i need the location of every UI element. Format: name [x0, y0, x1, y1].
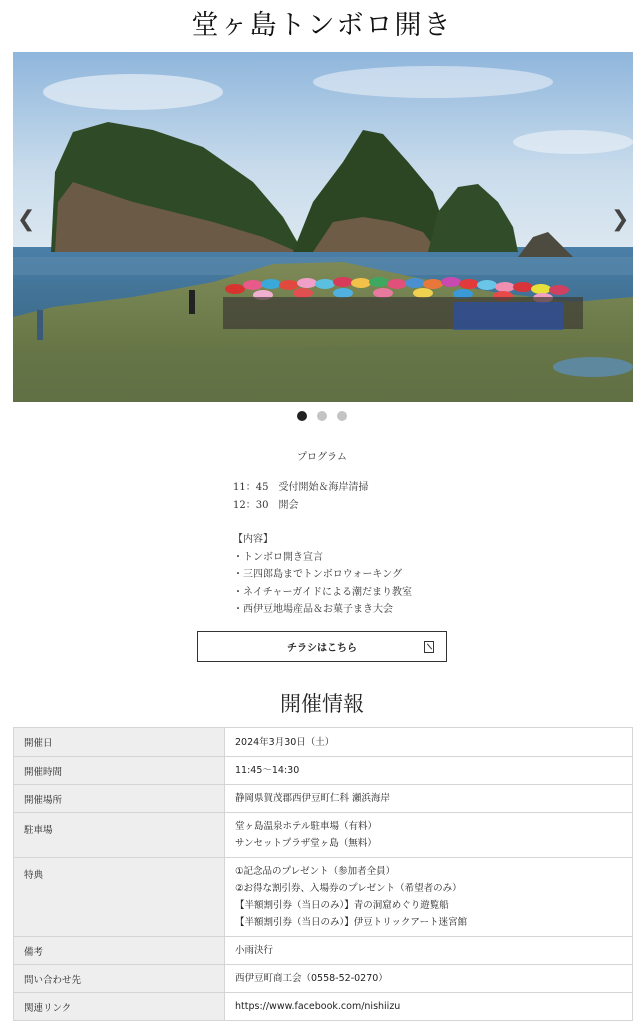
row-label: 備考 [14, 937, 225, 965]
value-line: 11:45〜14:30 [235, 765, 300, 776]
row-label: 関連リンク [14, 993, 225, 1021]
row-label: 開催日 [14, 728, 225, 757]
info-heading: 開催情報 [280, 692, 364, 716]
slider-dot[interactable] [337, 411, 347, 421]
program-schedule [233, 479, 368, 514]
table-row [14, 757, 633, 785]
slider-dot[interactable] [317, 411, 327, 421]
photo-slider[interactable] [13, 52, 633, 402]
schedule-item: 12：30 開会 [233, 499, 299, 511]
contents-item: ・三四郎島までトンボロウォーキング [233, 569, 403, 580]
value-line[interactable]: https://www.facebook.com/nishiizu [235, 1001, 401, 1012]
slider-dot[interactable] [297, 411, 307, 421]
slider-pagination [297, 411, 347, 423]
row-value [225, 858, 633, 937]
value-line: 2024年3月30日（土） [235, 736, 335, 748]
table-row [14, 858, 633, 937]
external-link-icon [424, 641, 434, 653]
chevron-left-icon[interactable]: ❮ [17, 207, 36, 232]
table-row [14, 728, 633, 757]
row-value [225, 757, 633, 785]
table-row [14, 813, 633, 858]
flyer-button-label: チラシはこちら [287, 643, 357, 654]
related-link[interactable] [225, 993, 633, 1021]
table-row [14, 965, 633, 993]
program-heading: プログラム [297, 452, 347, 463]
value-line: 堂ヶ島温泉ホテル駐車場（有料） [235, 821, 378, 832]
row-value [225, 937, 633, 965]
chevron-right-icon[interactable]: ❯ [611, 207, 630, 232]
value-line: サンセットプラザ堂ヶ島（無料） [235, 838, 377, 849]
value-line: ①記念品のプレゼント（参加者全員） [235, 866, 396, 877]
row-value [225, 965, 633, 993]
program-contents [233, 531, 412, 619]
row-value [225, 728, 633, 757]
value-line: 【半額割引券（当日のみ）】青の洞窟めぐり遊覧船 [235, 900, 449, 911]
contents-heading: 【内容】 [233, 534, 273, 545]
flyer-button[interactable] [197, 631, 447, 662]
value-line: ②お得な割引券、入場券のプレゼント（希望者のみ） [235, 883, 462, 894]
table-row [14, 785, 633, 813]
tombolo-photo [13, 52, 633, 402]
value-line: 【半額割引券（当日のみ）】伊豆トリックアート迷宮館 [235, 917, 468, 928]
row-value [225, 813, 633, 858]
row-label: 開催時間 [14, 757, 225, 785]
value-line: 静岡県賀茂郡西伊豆町仁科 瀬浜海岸 [235, 793, 391, 804]
row-label: 開催場所 [14, 785, 225, 813]
event-info-table [13, 727, 633, 1021]
value-line: 西伊豆町商工会（0558-52-0270） [235, 973, 388, 984]
value-line: 小雨決行 [235, 945, 274, 956]
contents-item: ・ネイチャーガイドによる潮だまり教室 [233, 586, 412, 598]
schedule-item: 11：45 受付開始＆海岸清掃 [233, 482, 369, 493]
page-title: 堂ヶ島トンボロ開き [191, 10, 453, 41]
contents-item: ・トンボロ開き宣言 [233, 551, 323, 563]
row-label: 特典 [14, 858, 225, 937]
row-value [225, 785, 633, 813]
table-row [14, 993, 633, 1021]
table-row [14, 937, 633, 965]
contents-item: ・西伊豆地場産品＆お菓子まき大会 [233, 604, 393, 615]
row-label: 駐車場 [14, 813, 225, 858]
row-label: 問い合わせ先 [14, 965, 225, 993]
